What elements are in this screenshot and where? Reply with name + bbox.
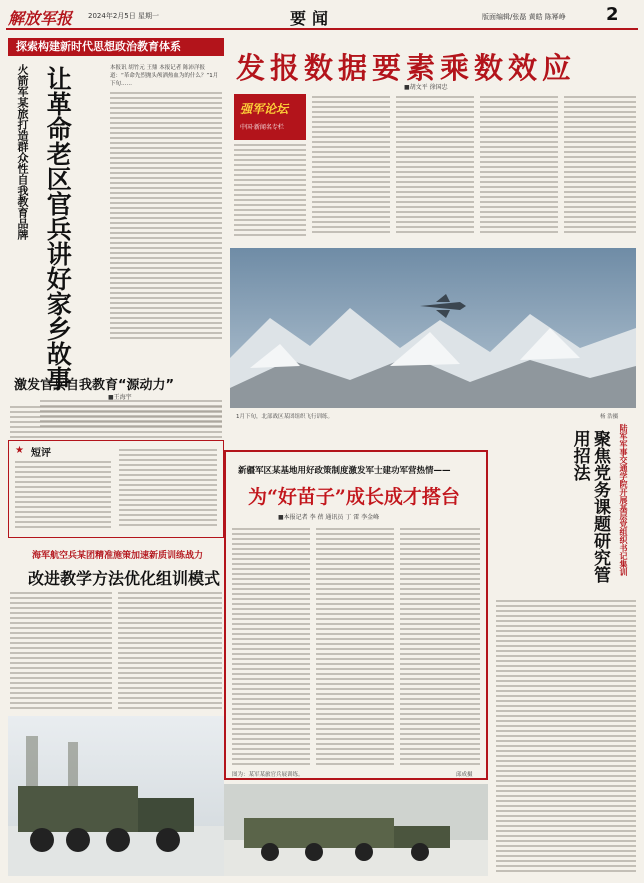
bottom-left-headline-b: 优化组训模式 <box>124 569 221 588</box>
topic-banner: 探索构建新时代思想政治教育体系 <box>8 38 224 56</box>
left-headline: 让革命老区官兵讲好家乡故事 <box>43 66 73 391</box>
promo-byline: ■本报记者 李 蓓 通讯员 丁 雷 李金峰 <box>278 514 380 521</box>
left-article-body <box>110 64 222 344</box>
page-number: 2 <box>606 4 619 25</box>
center-author: ■胡文平 徐国忠 <box>404 84 448 91</box>
column-label: 强军论坛 <box>240 102 289 116</box>
lower-left-headline: 激发官兵自我教育“源动力” <box>14 378 175 393</box>
issue-date: 2024年2月5日 星期一 <box>88 12 159 20</box>
column-sub: 中国·新闻名专栏 <box>240 124 284 131</box>
right-headline: 聚焦党务课题研究管用招法 <box>569 430 610 583</box>
masthead-rule <box>6 28 638 30</box>
left-subhead: 火箭军某旅打造群众性自我教育品牌 <box>16 64 29 240</box>
center-headline: 发报数据要素乘数效应 <box>236 51 577 85</box>
mountain-photo-svg <box>230 248 636 408</box>
promo-photo-svg <box>224 784 488 876</box>
mountain-aircraft-photo <box>230 248 636 408</box>
section-title: 要闻 <box>290 9 335 28</box>
promo-photo-credit: 邱成摄 <box>456 772 473 778</box>
lower-left-author: ■王海宇 <box>108 394 132 401</box>
column-logo <box>234 94 306 140</box>
short-review-box <box>8 440 224 538</box>
promo-kicker: 新疆军区某基地用好政策制度激发军士建功军营热情—— <box>238 466 451 476</box>
newspaper-logo: 解放军报 <box>8 9 73 28</box>
star-icon: ★ <box>15 445 24 456</box>
bottom-left-kicker: 海军航空兵某团精准施策加速新质训练战力 <box>32 551 204 561</box>
promo-title: 为“好苗子”成长成才搭台 <box>248 486 460 508</box>
bottom-left-photo <box>8 716 224 876</box>
promo-photo-caption: 图为：某军某旅官兵展训练。 <box>232 772 304 778</box>
right-kicker: 陆军军事交通学院开展基层党组织书记集训 <box>619 424 628 576</box>
page-editors: 版面编辑/张磊 黄皓 陈幂峥 <box>482 13 566 21</box>
left-lead: 本报讯 胡竹元 王鼎 本报记者 陈沛洋报道：“革命先烈抛头颅洒热血为的什么？”1月下旬…… <box>110 65 219 87</box>
promo-photo <box>224 784 488 876</box>
bottom-left-headline-a: 改进教学方法 <box>28 569 125 588</box>
trucks-photo-svg <box>8 716 224 876</box>
short-review-label: 短评 <box>31 448 51 459</box>
mountain-photo-credit: 杨 浩摄 <box>600 414 619 420</box>
mountain-photo-caption: 1月下旬，北部战区某团组织飞行训练。 <box>236 414 334 420</box>
